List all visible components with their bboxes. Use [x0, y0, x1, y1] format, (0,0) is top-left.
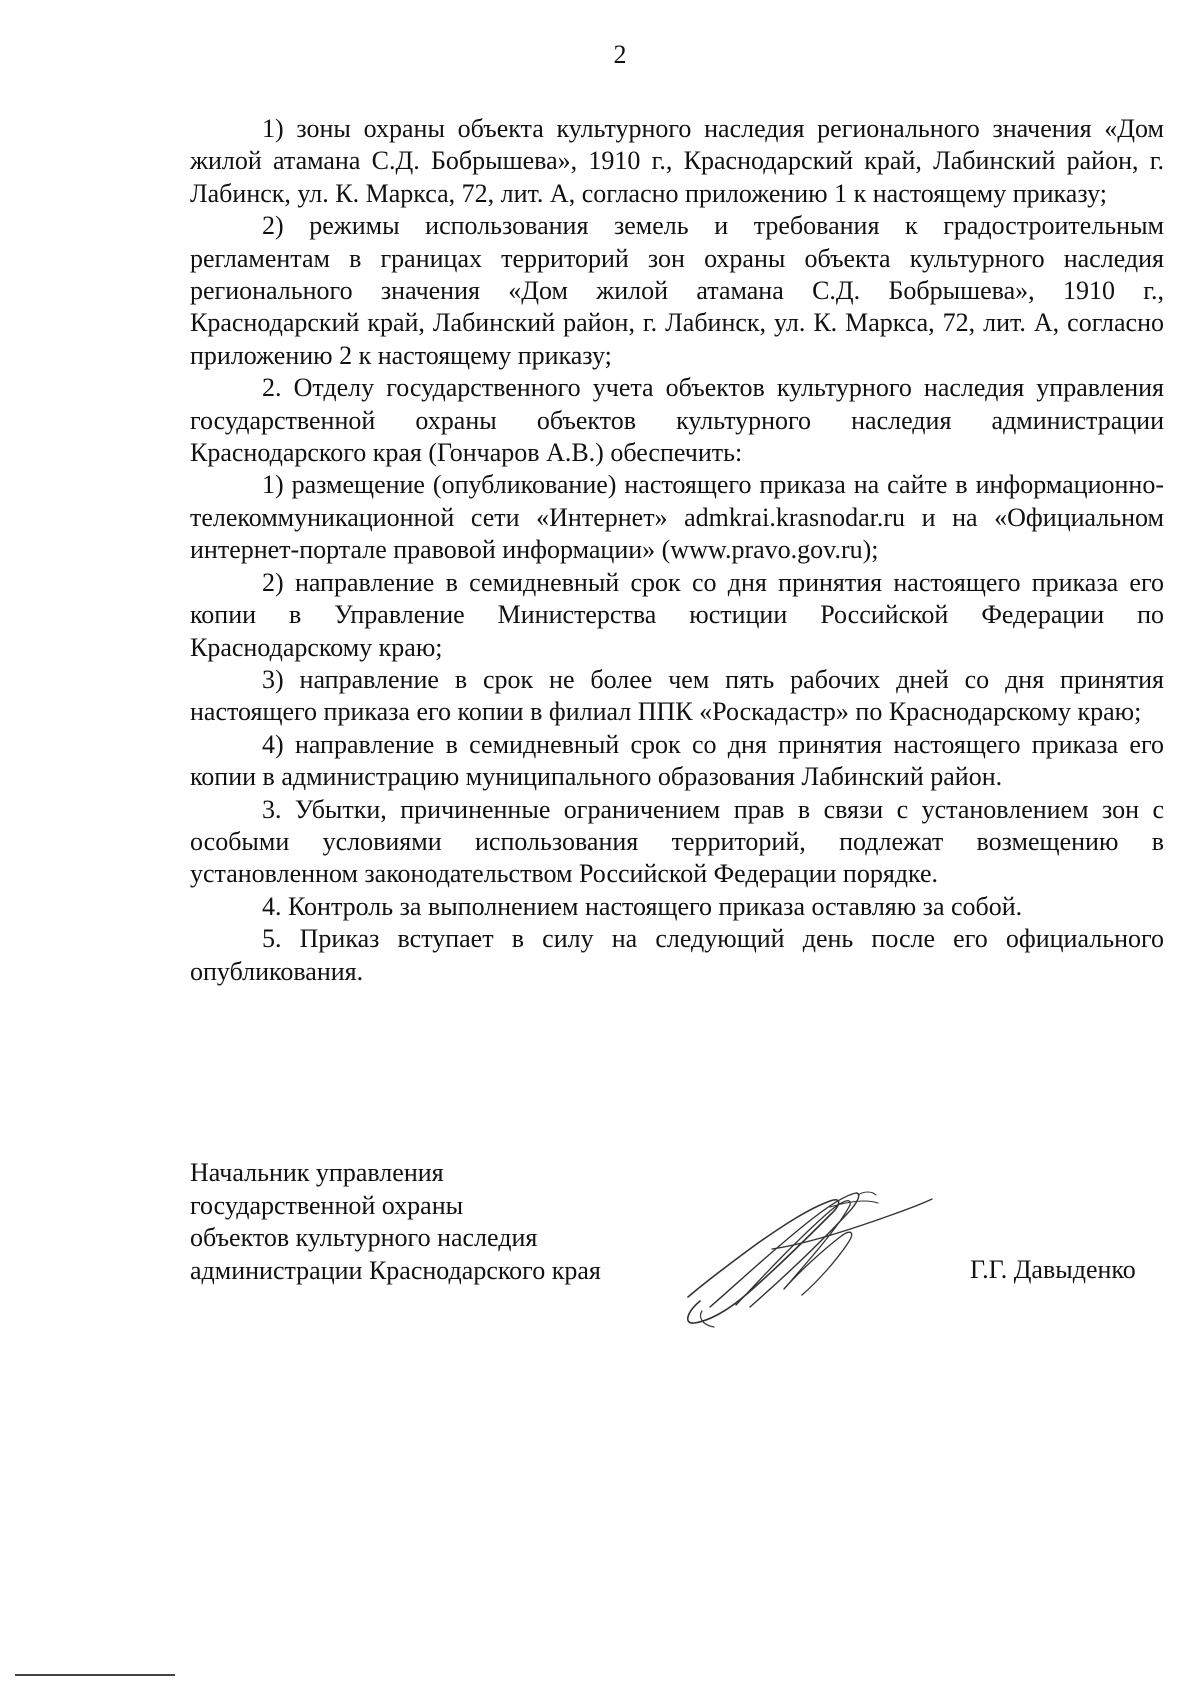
position-line: государственной охраны: [190, 1190, 464, 1220]
paragraph: 1) зоны охраны объекта культурного наследия регионального значения «Дом жилой атамана С.Д. Бобрышева», 1910 г., Краснодарский край, Лабинский район, г. Лабинск, ул. К. Маркса, 72, лит. А, согласно приложению 1 к настоящему приказу;: [190, 114, 1164, 208]
paragraph: 1) размещение (опубликование) настоящего приказа на сайте в информационно-телекоммуникационной сети «Интернет» admkrai.krasnodar.ru и на «Официальном интернет-портале правовой информации» (www.pravo.gov.ru);: [190, 470, 1164, 565]
page-number: 2: [613, 40, 627, 69]
signatory-position: [190, 1157, 601, 1287]
document-body: [190, 113, 1164, 988]
handwritten-signature: [680, 1185, 935, 1335]
signer-name: Г.Г. Давыденко: [970, 1255, 1136, 1284]
position-line: Начальник управления: [190, 1158, 444, 1187]
paragraph: 2) режимы использования земель и требования к градостроительным регламентам в границах территорий зон охраны объекта культурного наследия регионального значения «Дом жилой атамана С.Д. Бобрышева», 1910 г., Краснодарский край, Лабинский район, г. Лабинск, ул. К. Маркса, 72, лит. А, согласно приложению 2 к настоящему приказу;: [190, 211, 1164, 370]
position-line: объектов культурного наследия: [190, 1223, 538, 1252]
paragraph: 4. Контроль за выполнением настоящего приказа оставляю за собой.: [262, 891, 1023, 921]
position-line: администрации Краснодарского края: [190, 1255, 601, 1285]
paragraph: 5. Приказ вступает в силу на следующий день после его официального опубликования.: [190, 924, 1164, 986]
paragraph: 2) направление в семидневный срок со дня принятия настоящего приказа его копии в Управление Министерства юстиции Российской Федерации по Краснодарскому краю;: [190, 567, 1164, 662]
paragraph: 4) направление в семидневный срок со дня принятия настоящего приказа его копии в администрацию муниципального образования Лабинский район.: [190, 729, 1164, 792]
paragraph: 3. Убытки, причиненные ограничением прав в связи с установлением зон с особыми условиями использования территорий, подлежат возмещению в установленном законодательством Российской Федерации порядке.: [190, 794, 1164, 889]
paragraph: 3) направление в срок не более чем пять рабочих дней со дня принятия настоящего приказа его копии в филиал ППК «Роскадастр» по Краснодарскому краю;: [190, 664, 1164, 727]
bottom-rule: [15, 1674, 175, 1676]
paragraph: 2. Отделу государственного учета объектов культурного наследия управления государственной охраны объектов культурного наследия администрации Краснодарского края (Гончаров А.В.) обеспечить:: [190, 373, 1164, 468]
